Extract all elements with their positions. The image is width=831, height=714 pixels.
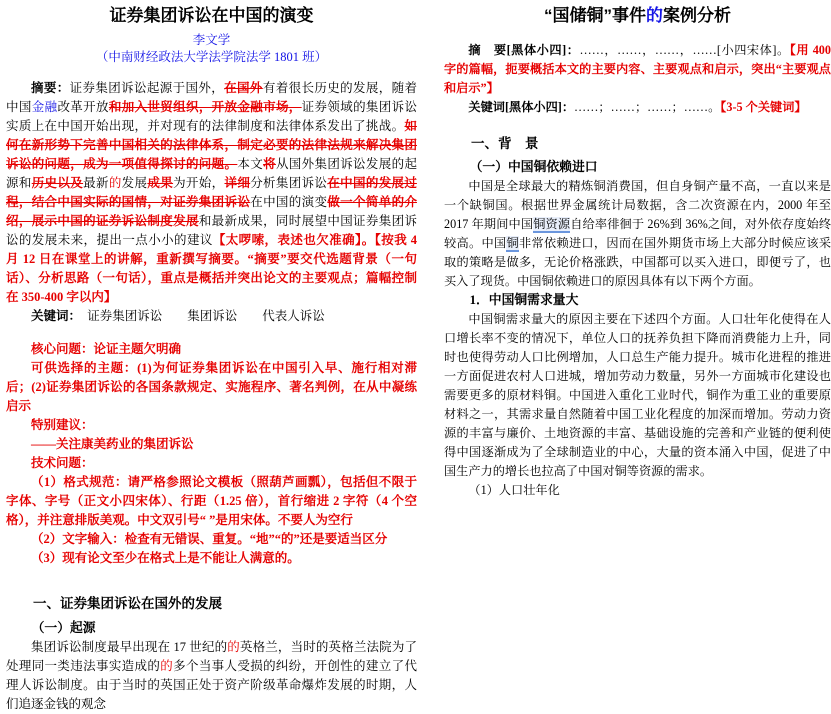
- comment-paragraph: [6, 359, 417, 416]
- reviewer-comment-block: [6, 340, 417, 568]
- text-run: 中国铜需求量大的原因主要在下述四个方面。人口壮年化使得在人口增长率不变的情况下，单位人口的抚养负担下降而消费能力上升，同时也使得劳动人口比例增加，人口总生产能力提升。城市化进程的推进一方面促进农村人口进城，增加劳动力数量，另外一方面城市化建设也需要更多的原材料铜。中国进入重化工业时代，铜作为重工业的重要原材料之一，其需求量自然随着中国工业化程度的加深而增加。劳动力资源的丰富与廉价、土地资源的丰富、基础设施的完善和产业链的便利使得中国逐渐成为了全球制造业的中心，大量的资本涌入中国，促进了中国生产力的增长也拉高了中国对铜等资源的需求。: [444, 312, 831, 478]
- text-run: 【3-5 个关键词】: [720, 100, 807, 114]
- right-doc-title: [444, 4, 831, 28]
- left-doc-author: 李文学: [192, 33, 231, 47]
- text-run: 改革开放: [57, 100, 109, 114]
- left-section-heading: 一、证券集团诉讼在国外的发展: [33, 596, 222, 611]
- text-run: 技术问题：: [31, 456, 94, 470]
- text-run: （1）格式规范：请严格参照论文模板（照葫芦画瓢），包括但不限于字体、字号（正文小四宋体）、行距（1.25 倍），首行缩进 2 字符（4 个空格），并注意排版美观。中文双引号“ ”是用宋体。不要人为空行: [6, 475, 417, 527]
- text-run: 摘 要[黑体小四]：: [468, 43, 580, 57]
- text-run: 金融: [31, 100, 58, 114]
- text-run: “国储铜”事件: [544, 6, 646, 25]
- right-section-heading: 一、背 景: [471, 136, 539, 151]
- text-run: 将: [263, 157, 276, 171]
- text-run: 在中国的发展过程，结合中国实际的国情，对证券集团诉讼: [6, 176, 417, 209]
- left-doc-affiliation: （中南财经政法大学法学院法学 1801 班）: [95, 50, 328, 64]
- text-run: 铜资源: [533, 217, 571, 231]
- text-run: 如何在新形势下完善中国相关的法律体系，制定必要的法律法规来解决集团诉讼的问题，成为一项值得探讨的问题。: [6, 119, 417, 171]
- text-run: 和最新成果，同时展望中国证券集团诉讼的发展未来，提出一点小小的建议: [6, 214, 417, 247]
- comment-paragraph: [6, 473, 417, 530]
- text-run: 中国是全球最大的精炼铜消费国，但自身铜产量不高，一直以来是一个缺铜国。根据世界金属统计局数据，含二次资源在内，2000 年至 2017 年期间中国: [444, 179, 831, 231]
- text-run: 证券集团诉讼 集团诉讼 代表人诉讼: [74, 309, 325, 323]
- right-subsubsection-heading: 1．中国铜需求量大: [469, 293, 579, 307]
- text-run: 核心问题：论证主题欠明确: [31, 342, 182, 356]
- text-run: 可供选择的主题：(1)为何证券集团诉讼在中国引入早、施行相对滞后；(2)证券集团诉讼的各国条款规定、实施程序、著名判例，在从中凝练启示: [6, 361, 417, 413]
- left-abstract-paragraph: [6, 79, 417, 307]
- text-run: 集团诉讼制度最早出现在 17 世纪的: [31, 640, 228, 654]
- comment-paragraph: [6, 435, 417, 454]
- comment-paragraph: [6, 530, 417, 549]
- right-keywords-line: [444, 98, 831, 117]
- right-body-paragraph-2: [444, 310, 831, 481]
- left-doc-title: 证券集团诉讼在中国的演变: [109, 6, 314, 25]
- text-run: 英格兰，当时的英格兰法院为了处理同一类违法事实造成的: [6, 640, 417, 673]
- text-run: 铜: [506, 236, 519, 250]
- text-run: 证券集团诉讼起源于国外，: [69, 81, 225, 95]
- text-run: 在中国的演变: [250, 195, 328, 209]
- text-run: ——关注康美药业的集团诉讼: [31, 437, 194, 451]
- right-document: [444, 4, 831, 500]
- text-run: （2）文字输入：检查有无错误、重复。“地”“的”还是要适当区分: [31, 532, 388, 546]
- text-run: 的: [227, 640, 240, 654]
- text-run: 从国外集团诉讼发展的起源和: [6, 157, 417, 190]
- comment-paragraph: [6, 340, 417, 359]
- text-run: 非常依赖进口，因而在国外期货市场上大部分时候应该采取的策略是做多，无论价格涨跌，中国都可以买入进口，即便亏了，也买入了现货。中国铜依赖进口的原因具体有以下两个方面。: [444, 236, 831, 288]
- left-keywords-line: [6, 307, 417, 326]
- text-run: 关键词：: [31, 309, 75, 323]
- right-body-paragraph-3: （1）人口壮年化: [468, 483, 560, 497]
- left-document: [6, 4, 417, 714]
- left-body-paragraph: [6, 638, 417, 714]
- text-run: 摘要：: [31, 81, 70, 95]
- text-run: （3）现有论文至少在格式上是不能让人满意的。: [31, 551, 300, 565]
- right-abstract-paragraph: [444, 41, 831, 98]
- text-run: 的: [646, 6, 663, 25]
- left-subsection-heading: （一）起源: [31, 621, 96, 635]
- comment-paragraph: [6, 549, 417, 568]
- right-subsection-heading: （一）中国铜依赖进口: [469, 160, 598, 174]
- right-body-paragraph-1: [444, 177, 831, 291]
- text-run: ……；……；……；……。: [574, 100, 721, 114]
- text-run: 关键词[黑体小四]：: [468, 100, 575, 114]
- text-run: 【太啰嗦，表述也欠准确】。: [212, 233, 375, 247]
- text-run: 有着很长历史的发展，随着中国: [6, 81, 417, 114]
- text-run: 案例分析: [663, 6, 731, 25]
- text-run: 历史以及: [31, 176, 84, 190]
- text-run: 详细: [224, 176, 251, 190]
- text-run: 的: [108, 176, 122, 190]
- text-run: 特别建议：: [31, 418, 94, 432]
- text-run: 为开始，: [173, 176, 225, 190]
- comment-paragraph: [6, 454, 417, 473]
- text-run: 多个当事人受损的纠纷，开创性的建立了代理人诉讼制度。由于当时的英国正处于资产阶级革命爆炸发展的时期，人们追逐金钱的观念: [6, 659, 417, 711]
- text-run: 的: [160, 659, 174, 673]
- text-run: 和加入世贸组织，开放金融市场，: [108, 100, 302, 114]
- text-run: 成果: [147, 176, 174, 190]
- text-run: 在国外: [224, 81, 263, 95]
- text-run: 【用 400 字的篇幅，扼要概括本文的主要内容、主要观点和启示，突出“主要观点和启示”】: [444, 43, 831, 95]
- text-run: 做一个简单的介绍，展示中国的证券诉讼制度发展: [6, 195, 417, 228]
- text-run: 【按我 4 月 12 日在课堂上的讲解，重新撰写摘要。“摘要”要交代选题背景（一句话）、分析思路（一句话），重点是概括并突出论文的主要观点；篇幅控制在 350-400 字以内】: [6, 233, 417, 304]
- text-run: 本文: [237, 157, 264, 171]
- text-run: ……，……，……，……[小四宋体]。: [579, 43, 790, 57]
- text-run: 证券领域的集团诉讼实质上在中国开始出现，并对现有的法律制度和法律体系发出了挑战。: [6, 100, 417, 133]
- comment-paragraph: [6, 416, 417, 435]
- text-run: 发展: [121, 176, 148, 190]
- text-run: 最新: [83, 176, 109, 190]
- text-run: 分析集团诉讼: [250, 176, 328, 190]
- text-run: 自给率徘徊于 26%到 36%之间，对外依存度始终较高。中国: [444, 217, 831, 250]
